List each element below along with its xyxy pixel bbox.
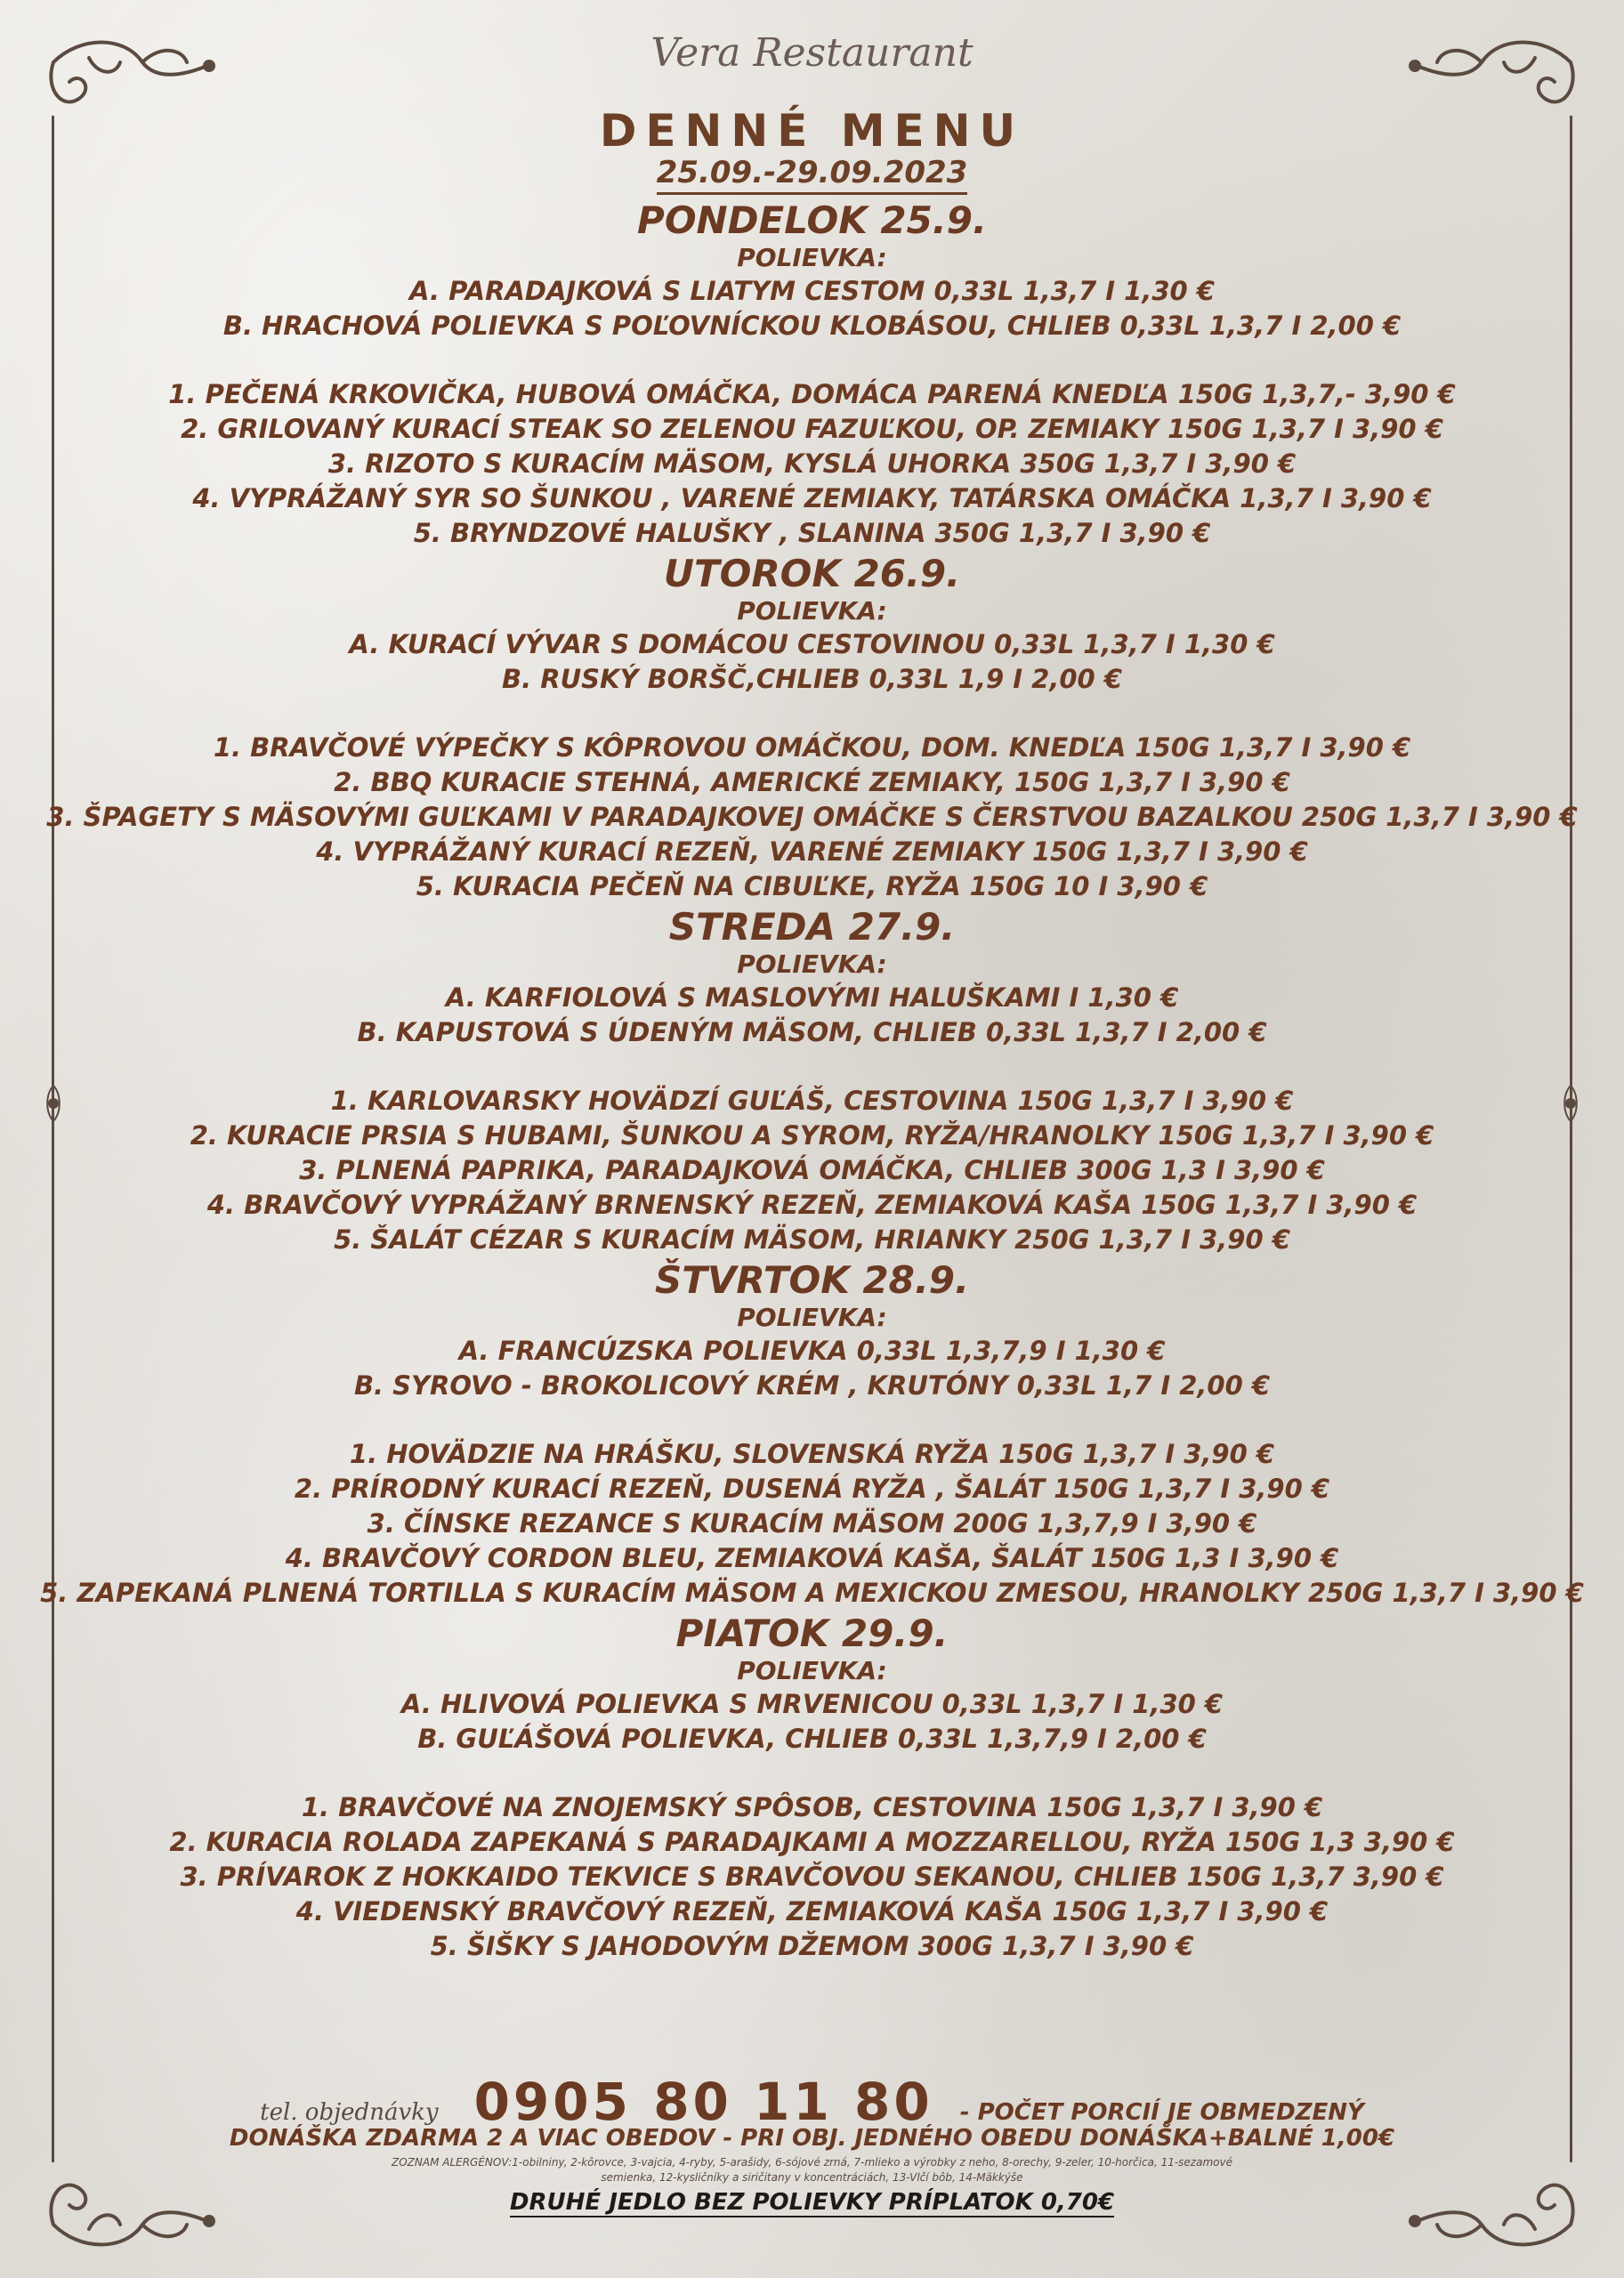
phone-number[interactable]: 0905 80 11 80 — [473, 2072, 933, 2132]
main-item: 1. PEČENÁ KRKOVIČKA, HUBOVÁ OMÁČKA, DOMÁCA PARENÁ KNEDĽA 150G 1,3,7,- 3,90 € — [168, 379, 1456, 409]
spacer — [36, 1050, 1588, 1084]
day-heading: UTOROK 26.9. — [663, 552, 961, 595]
main-item: 4. VYPRÁŽANÝ SYR SO ŠUNKOU , VARENÉ ZEMIAKY, TATÁRSKA OMÁČKA 1,3,7 I 3,90 € — [192, 483, 1432, 513]
phone-label: tel. objednávky — [260, 2099, 439, 2126]
main-item: 2. GRILOVANÝ KURACÍ STEAK SO ZELENOU FAZUĽKOU, OP. ZEMIAKY 150G 1,3,7 I 3,90 € — [181, 414, 1443, 444]
spacer — [36, 1403, 1588, 1437]
menu-body — [36, 198, 1588, 1964]
main-item: 3. RIZOTO S KURACÍM MÄSOM, KYSLÁ UHORKA 350G 1,3,7 I 3,90 € — [327, 448, 1297, 479]
main-item: 5. BRYNDZOVÉ HALUŠKY , SLANINA 350G 1,3,7 I 3,90 € — [413, 518, 1211, 548]
restaurant-name: Vera Restaurant — [650, 30, 974, 76]
soup-item: A. PARADAJKOVÁ S LIATYM CESTOM 0,33L 1,3,7 I 1,30 € — [409, 276, 1215, 306]
main-item: 2. KURACIE PRSIA S HUBAMI, ŠUNKOU A SYROM, RYŽA/HRANOLKY 150G 1,3,7 I 3,90 € — [190, 1120, 1434, 1151]
main-item: 4. VIEDENSKÝ BRAVČOVÝ REZEŇ, ZEMIAKOVÁ KAŠA 150G 1,3,7 I 3,90 € — [295, 1896, 1329, 1927]
day-thursday — [36, 1259, 1588, 1611]
soup-item: B. KAPUSTOVÁ S ÚDENÝM MÄSOM, CHLIEB 0,33L 1,3,7 I 2,00 € — [357, 1017, 1267, 1047]
main-item: 5. ZAPEKANÁ PLNENÁ TORTILLA S KURACÍM MÄSOM A MEXICKOU ZMESOU, HRANOLKY 250G 1,3,7 I 3,90 € — [40, 1578, 1584, 1608]
soup-heading: POLIEVKA: — [737, 243, 887, 272]
main-item: 5. KURACIA PEČEŇ NA CIBUĽKE, RYŽA 150G 10 I 3,90 € — [416, 871, 1208, 901]
menu-dates — [0, 155, 1624, 190]
day-monday — [36, 199, 1588, 551]
main-item: 3. ČÍNSKE REZANCE S KURACÍM MÄSOM 200G 1,3,7,9 I 3,90 € — [367, 1508, 1257, 1539]
day-heading: PONDELOK 25.9. — [637, 198, 987, 242]
day-heading: STREDA 27.9. — [668, 905, 956, 949]
day-heading: ŠTVRTOK 28.9. — [655, 1258, 969, 1302]
main-item: 1. BRAVČOVÉ NA ZNOJEMSKÝ SPÔSOB, CESTOVINA 150G 1,3,7 I 3,90 € — [301, 1792, 1323, 1822]
spacer — [36, 1757, 1588, 1790]
main-item: 5. ŠALÁT CÉZAR S KURACÍM MÄSOM, HRIANKY 250G 1,3,7 I 3,90 € — [334, 1224, 1290, 1255]
spacer — [36, 697, 1588, 731]
spacer — [36, 343, 1588, 377]
day-heading: PIATOK 29.9. — [675, 1612, 949, 1655]
main-item: 4. BRAVČOVÝ CORDON BLEU, ZEMIAKOVÁ KAŠA, ŠALÁT 150G 1,3 I 3,90 € — [285, 1543, 1339, 1573]
soup-item: A. KARFIOLOVÁ S MASLOVÝMI HALUŠKAMI I 1,30 € — [445, 982, 1179, 1013]
soup-item: A. KURACÍ VÝVAR S DOMÁCOU CESTOVINOU 0,33L 1,3,7 I 1,30 € — [349, 629, 1275, 659]
main-item: 1. BRAVČOVÉ VÝPEČKY S KÔPROVOU OMÁČKOU, DOM. KNEDĽA 150G 1,3,7 I 3,90 € — [213, 732, 1411, 763]
second-dish-note — [0, 2189, 1624, 2216]
day-wednesday — [36, 906, 1588, 1257]
soup-item: B. HRACHOVÁ POLIEVKA S POĽOVNÍCKOU KLOBÁSOU, CHLIEB 0,33L 1,3,7 I 2,00 € — [222, 311, 1402, 341]
main-item: 1. KARLOVARSKY HOVÄDZÍ GUĽÁŠ, CESTOVINA 150G 1,3,7 I 3,90 € — [330, 1086, 1294, 1116]
main-item: 2. KURACIA ROLADA ZAPEKANÁ S PARADAJKAMI A MOZZARELLOU, RYŽA 150G 1,3 3,90 € — [169, 1827, 1455, 1857]
soup-heading: POLIEVKA: — [737, 949, 887, 979]
main-item: 5. ŠIŠKY S JAHODOVÝM DŽEMOM 300G 1,3,7 I 3,90 € — [430, 1931, 1194, 1961]
soup-heading: POLIEVKA: — [737, 596, 887, 626]
main-item: 2. BBQ KURACIE STEHNÁ, AMERICKÉ ZEMIAKY, 150G 1,3,7 I 3,90 € — [334, 767, 1290, 797]
day-friday — [36, 1612, 1588, 1964]
allergen-list: ZOZNAM ALERGÉNOV:1-obilniny, 2-kôrovce, 3-vajcia, 4-ryby, 5-arašidy, 6-sójové zrná, 7-mlieko a výrobky z neho, 8-orechy, 9-zeler, 10-horčica, 11-sezamové semienka, 12-kysličníky a siričitany v koncentráciách, 13-Vlčí bôb, 14-Mäkkýše — [392, 2156, 1232, 2184]
soup-item: B. RUSKÝ BORŠČ,CHLIEB 0,33L 1,9 I 2,00 € — [502, 664, 1122, 694]
soup-item: A. HLIVOVÁ POLIEVKA S MRVENICOU 0,33L 1,3,7 I 1,30 € — [400, 1689, 1224, 1719]
soup-item: B. GUĽÁŠOVÁ POLIEVKA, CHLIEB 0,33L 1,3,7,9 I 2,00 € — [417, 1724, 1207, 1754]
menu-title: DENNÉ MENU — [599, 105, 1025, 157]
second-dish-note-text: DRUHÉ JEDLO BEZ POLIEVKY PRÍPLATOK 0,70€ — [509, 2189, 1115, 2216]
main-item: 2. PRÍRODNÝ KURACÍ REZEŇ, DUSENÁ RYŽA , ŠALÁT 150G 1,3,7 I 3,90 € — [294, 1474, 1330, 1504]
main-item: 4. BRAVČOVÝ VYPRÁŽANÝ BRNENSKÝ REZEŇ, ZEMIAKOVÁ KAŠA 150G 1,3,7 I 3,90 € — [206, 1190, 1418, 1220]
main-item: 4. VYPRÁŽANÝ KURACÍ REZEŇ, VARENÉ ZEMIAKY 150G 1,3,7 I 3,90 € — [316, 836, 1308, 867]
main-item: 3. PLNENÁ PAPRIKA, PARADAJKOVÁ OMÁČKA, CHLIEB 300G 1,3 I 3,90 € — [299, 1155, 1325, 1185]
soup-item: A. FRANCÚZSKA POLIEVKA 0,33L 1,3,7,9 I 1,30 € — [458, 1336, 1166, 1366]
portion-note: - POČET PORCIÍ JE OBMEDZENÝ — [959, 2099, 1364, 2126]
soup-heading: POLIEVKA: — [737, 1656, 887, 1685]
soup-item: B. SYROVO - BROKOLICOVÝ KRÉM , KRUTÓNY 0,33L 1,7 I 2,00 € — [353, 1370, 1271, 1401]
soup-heading: POLIEVKA: — [737, 1303, 887, 1332]
order-phone-row — [0, 2072, 1624, 2132]
main-item: 1. HOVÄDZIE NA HRÁŠKU, SLOVENSKÁ RYŽA 150G 1,3,7 I 3,90 € — [349, 1439, 1275, 1469]
day-tuesday — [36, 553, 1588, 904]
delivery-note: DONÁŠKA ZDARMA 2 A VIAC OBEDOV - PRI OBJ. JEDNÉHO OBEDU DONÁŠKA+BALNÉ 1,00€ — [229, 2125, 1395, 2152]
main-item: 3. ŠPAGETY S MÄSOVÝMI GUĽKAMI V PARADAJKOVEJ OMÁČKE S ČERSTVOU BAZALKOU 250G 1,3,7 I 3,90 € — [46, 802, 1578, 832]
main-item: 3. PRÍVAROK Z HOKKAIDO TEKVICE S BRAVČOVOU SEKANOU, CHLIEB 150G 1,3,7 3,90 € — [180, 1862, 1444, 1892]
menu-dates-text: 25.09.-29.09.2023 — [657, 155, 968, 195]
